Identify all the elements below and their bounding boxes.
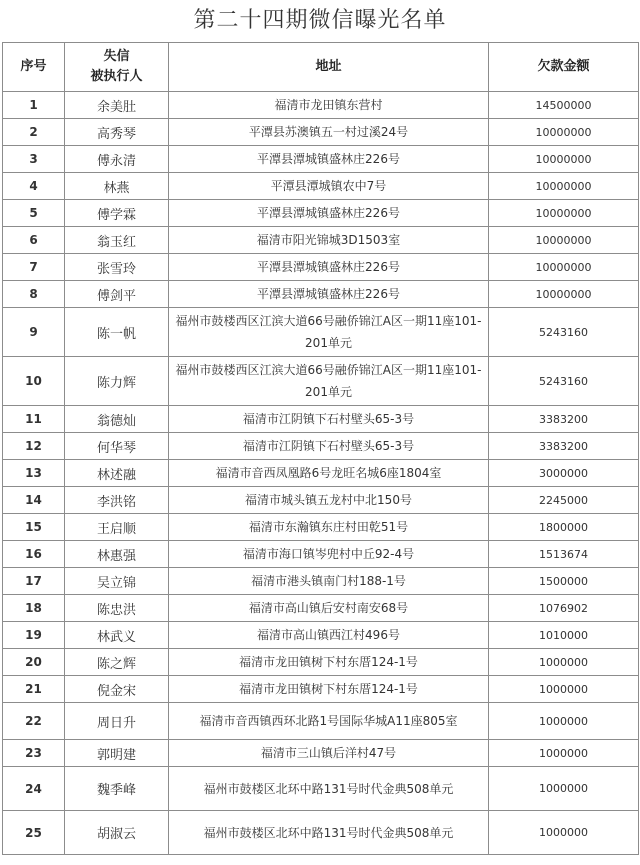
debt-amount: 1076902 (489, 595, 639, 622)
debtor-address: 福清市龙田镇树下村东厝124-1号 (169, 649, 489, 676)
row-index: 22 (3, 703, 65, 740)
debtor-address: 平潭县潭城镇盛林庄226号 (169, 281, 489, 308)
debt-amount: 10000000 (489, 227, 639, 254)
table-row (3, 622, 639, 649)
table-row (3, 460, 639, 487)
debtor-name: 张雪玲 (65, 254, 169, 281)
row-index: 12 (3, 433, 65, 460)
debtor-name: 余美肚 (65, 92, 169, 119)
debt-amount: 1800000 (489, 514, 639, 541)
table-row (3, 92, 639, 119)
row-index: 23 (3, 740, 65, 767)
header-name-line2: 被执行人 (90, 69, 143, 84)
table-row (3, 541, 639, 568)
debtor-address: 福清市江阴镇下石村壁头65-3号 (169, 433, 489, 460)
table-row (3, 514, 639, 541)
debtor-name: 林武义 (65, 622, 169, 649)
debt-amount: 1000000 (489, 740, 639, 767)
debt-amount: 1500000 (489, 568, 639, 595)
row-index: 1 (3, 92, 65, 119)
row-index: 17 (3, 568, 65, 595)
debtor-address: 福清市东瀚镇东庄村田乾51号 (169, 514, 489, 541)
debtor-name: 林燕 (65, 173, 169, 200)
debtor-name: 翁玉红 (65, 227, 169, 254)
debtor-address: 平潭县潭城镇农中7号 (169, 173, 489, 200)
debtor-address: 福州市鼓楼区北环中路131号时代金典508单元 (169, 811, 489, 855)
row-index: 15 (3, 514, 65, 541)
row-index: 3 (3, 146, 65, 173)
row-index: 8 (3, 281, 65, 308)
debtor-name: 翁德灿 (65, 406, 169, 433)
debt-amount: 2245000 (489, 487, 639, 514)
debtor-name: 傅永清 (65, 146, 169, 173)
debt-amount: 1513674 (489, 541, 639, 568)
debt-amount: 1000000 (489, 703, 639, 740)
debtor-address: 平潭县潭城镇盛林庄226号 (169, 200, 489, 227)
debt-amount: 3383200 (489, 433, 639, 460)
debtor-name: 周日升 (65, 703, 169, 740)
debt-amount: 10000000 (489, 119, 639, 146)
debtor-name: 陈力辉 (65, 357, 169, 406)
debtor-address: 福清市江阴镇下石村壁头65-3号 (169, 406, 489, 433)
debtor-address: 福清市高山镇西江村496号 (169, 622, 489, 649)
header-row (3, 43, 639, 92)
debt-amount: 1000000 (489, 811, 639, 855)
header-amount: 欠款金额 (489, 43, 639, 92)
header-name-line1: 失信 (103, 49, 130, 64)
table-row (3, 676, 639, 703)
debtor-address: 平潭县潭城镇盛林庄226号 (169, 146, 489, 173)
row-index: 9 (3, 308, 65, 357)
debtor-address: 福清市龙田镇东营村 (169, 92, 489, 119)
header-address: 地址 (169, 43, 489, 92)
debt-amount: 5243160 (489, 308, 639, 357)
debtor-address: 福清市海口镇岑兜村中丘92-4号 (169, 541, 489, 568)
row-index: 16 (3, 541, 65, 568)
debtor-name: 魏季峰 (65, 767, 169, 811)
page-title: 第二十四期微信曝光名单 (193, 8, 447, 33)
row-index: 14 (3, 487, 65, 514)
table-row (3, 173, 639, 200)
debtor-address: 福州市鼓楼西区江滨大道66号融侨锦江A区一期11座101-201单元 (169, 357, 489, 406)
header-index: 序号 (3, 43, 65, 92)
debt-amount: 10000000 (489, 200, 639, 227)
debtor-address: 福清市三山镇后洋村47号 (169, 740, 489, 767)
debt-amount: 1010000 (489, 622, 639, 649)
debtor-name: 陈之辉 (65, 649, 169, 676)
debtor-address: 福清市龙田镇树下村东厝124-1号 (169, 676, 489, 703)
table-row (3, 487, 639, 514)
debtor-address: 福州市鼓楼区北环中路131号时代金典508单元 (169, 767, 489, 811)
table-row (3, 357, 639, 406)
table-row (3, 649, 639, 676)
table-row (3, 146, 639, 173)
header-name (65, 43, 169, 92)
row-index: 21 (3, 676, 65, 703)
debtor-address: 平潭县潭城镇盛林庄226号 (169, 254, 489, 281)
table-row (3, 200, 639, 227)
row-index: 5 (3, 200, 65, 227)
debtor-address: 福清市阳光锦城3D1503室 (169, 227, 489, 254)
row-index: 13 (3, 460, 65, 487)
table-row (3, 281, 639, 308)
debtor-name: 傅剑平 (65, 281, 169, 308)
debtor-address: 福清市高山镇后安村南安68号 (169, 595, 489, 622)
table-row (3, 119, 639, 146)
debtor-name: 倪金宋 (65, 676, 169, 703)
debtor-address: 福清市港头镇南门村188-1号 (169, 568, 489, 595)
debtor-name: 吴立锦 (65, 568, 169, 595)
row-index: 25 (3, 811, 65, 855)
debtor-name: 陈一帆 (65, 308, 169, 357)
debt-amount: 10000000 (489, 254, 639, 281)
debtor-address: 福清市音西凤凰路6号龙旺名城6座1804室 (169, 460, 489, 487)
table-row (3, 703, 639, 740)
debt-amount: 1000000 (489, 767, 639, 811)
table-row (3, 568, 639, 595)
debt-amount: 1000000 (489, 676, 639, 703)
row-index: 11 (3, 406, 65, 433)
debtor-name: 林述融 (65, 460, 169, 487)
row-index: 7 (3, 254, 65, 281)
table-row (3, 767, 639, 811)
table-row (3, 595, 639, 622)
debt-amount: 1000000 (489, 649, 639, 676)
row-index: 19 (3, 622, 65, 649)
row-index: 4 (3, 173, 65, 200)
table-row (3, 811, 639, 855)
row-index: 18 (3, 595, 65, 622)
row-index: 10 (3, 357, 65, 406)
debt-amount: 10000000 (489, 146, 639, 173)
debtor-name: 郭明建 (65, 740, 169, 767)
debtor-name: 王启顺 (65, 514, 169, 541)
debt-amount: 3000000 (489, 460, 639, 487)
debtor-address: 平潭县苏澳镇五一村过溪24号 (169, 119, 489, 146)
row-index: 20 (3, 649, 65, 676)
table-row (3, 254, 639, 281)
debtor-address: 福清市音西镇西环北路1号国际华城A11座805室 (169, 703, 489, 740)
debtor-name: 高秀琴 (65, 119, 169, 146)
table-row (3, 406, 639, 433)
debtor-name: 傅学霖 (65, 200, 169, 227)
debt-amount: 10000000 (489, 173, 639, 200)
debtor-address: 福清市城头镇五龙村中北150号 (169, 487, 489, 514)
debtor-name: 胡淑云 (65, 811, 169, 855)
debt-amount: 5243160 (489, 357, 639, 406)
table-row (3, 227, 639, 254)
row-index: 24 (3, 767, 65, 811)
table-row (3, 308, 639, 357)
table-row (3, 740, 639, 767)
blacklist-table (2, 42, 639, 855)
debt-amount: 10000000 (489, 281, 639, 308)
debt-amount: 14500000 (489, 92, 639, 119)
debtor-address: 福州市鼓楼西区江滨大道66号融侨锦江A区一期11座101-201单元 (169, 308, 489, 357)
debtor-name: 李洪铭 (65, 487, 169, 514)
debtor-name: 何华琴 (65, 433, 169, 460)
debtor-name: 林惠强 (65, 541, 169, 568)
debt-amount: 3383200 (489, 406, 639, 433)
table-row (3, 433, 639, 460)
row-index: 6 (3, 227, 65, 254)
row-index: 2 (3, 119, 65, 146)
debtor-name: 陈忠洪 (65, 595, 169, 622)
